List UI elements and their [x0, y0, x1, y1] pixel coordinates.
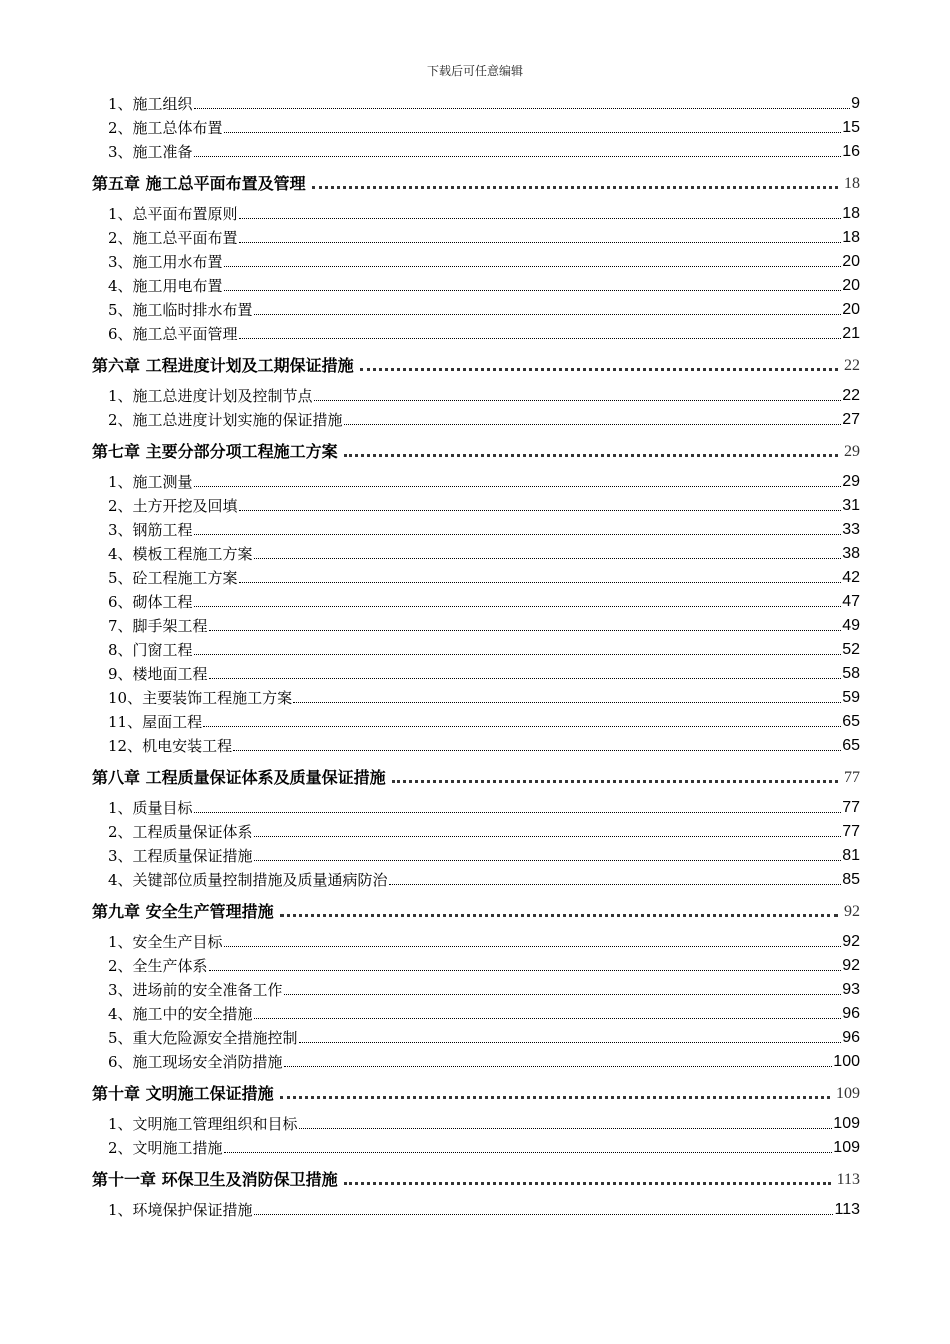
toc-entry-label: 1、质量目标 [108, 799, 193, 817]
dot-leader [203, 726, 841, 727]
toc-page-number: 20 [842, 253, 860, 270]
table-of-contents [92, 91, 860, 1221]
toc-chapter-entry[interactable] [92, 897, 860, 923]
toc-chapter-entry[interactable] [92, 351, 860, 377]
toc-entry-label: 2、施工总进度计划实施的保证措施 [108, 411, 343, 429]
toc-page-number: 93 [842, 981, 860, 998]
toc-section-entry[interactable] [92, 613, 860, 637]
toc-page-number: 31 [842, 497, 860, 514]
toc-page-number: 92 [844, 903, 860, 920]
toc-page-number: 59 [842, 689, 860, 706]
toc-entry-label: 6、砌体工程 [108, 593, 193, 611]
toc-page-number: 109 [833, 1139, 860, 1156]
toc-page-number: 49 [842, 617, 860, 634]
toc-entry-label: 6、施工总平面管理 [108, 325, 238, 343]
toc-entry-label: 6、施工现场安全消防措施 [108, 1053, 283, 1071]
toc-section-entry[interactable] [92, 661, 860, 685]
toc-entry-label: 5、重大危险源安全措施控制 [108, 1029, 298, 1047]
dot-leader [239, 338, 842, 339]
toc-entry-label: 2、工程质量保证体系 [108, 823, 253, 841]
toc-section-entry[interactable] [92, 225, 860, 249]
toc-section-entry[interactable] [92, 517, 860, 541]
toc-entry-label: 第五章 施工总平面布置及管理 [92, 174, 306, 193]
toc-entry-label: 1、施工组织 [108, 95, 193, 113]
toc-page-number: 33 [842, 521, 860, 538]
toc-section-entry[interactable] [92, 795, 860, 819]
toc-page-number: 18 [842, 229, 860, 246]
toc-chapter-entry[interactable] [92, 437, 860, 463]
dot-leader [254, 860, 842, 861]
toc-section-entry[interactable] [92, 91, 860, 115]
toc-entry-label: 3、施工准备 [108, 143, 193, 161]
toc-page-number: 20 [842, 277, 860, 294]
dot-leader [299, 1128, 833, 1129]
dot-leader [239, 242, 842, 243]
toc-page-number: 18 [844, 175, 860, 192]
dot-leader [239, 582, 842, 583]
dot-leader [284, 994, 842, 995]
toc-section-entry[interactable] [92, 383, 860, 407]
toc-entry-label: 1、施工总进度计划及控制节点 [108, 387, 313, 405]
toc-section-entry[interactable] [92, 867, 860, 891]
dot-leader [194, 486, 842, 487]
toc-page-number: 96 [842, 1029, 860, 1046]
toc-entry-label: 第七章 主要分部分项工程施工方案 [92, 442, 338, 461]
toc-chapter-entry[interactable] [92, 1079, 860, 1105]
toc-entry-label: 第十章 文明施工保证措施 [92, 1084, 274, 1103]
toc-entry-label: 4、施工中的安全措施 [108, 1005, 253, 1023]
toc-page-number: 65 [842, 713, 860, 730]
dot-leader [344, 424, 842, 425]
dot-leader [254, 314, 842, 315]
dot-leader [280, 1096, 830, 1099]
toc-entry-label: 10、主要装饰工程施工方案 [108, 689, 293, 707]
toc-entry-label: 5、砼工程施工方案 [108, 569, 238, 587]
toc-entry-label: 3、工程质量保证措施 [108, 847, 253, 865]
toc-entry-label: 第八章 工程质量保证体系及质量保证措施 [92, 768, 386, 787]
toc-page-number: 58 [842, 665, 860, 682]
toc-page-number: 20 [842, 301, 860, 318]
toc-page-number: 52 [842, 641, 860, 658]
toc-entry-label: 第六章 工程进度计划及工期保证措施 [92, 356, 354, 375]
toc-page-number: 100 [833, 1053, 860, 1070]
toc-section-entry[interactable] [92, 1197, 860, 1221]
toc-section-entry[interactable] [92, 843, 860, 867]
dot-leader [224, 1152, 833, 1153]
toc-entry-label: 第十一章 环保卫生及消防保卫措施 [92, 1170, 338, 1189]
toc-entry-label: 2、土方开挖及回填 [108, 497, 238, 515]
toc-page-number: 22 [842, 387, 860, 404]
toc-page-number: 18 [842, 205, 860, 222]
toc-entry-label: 12、机电安装工程 [108, 737, 233, 755]
toc-entry-label: 4、模板工程施工方案 [108, 545, 253, 563]
toc-section-entry[interactable] [92, 685, 860, 709]
dot-leader [254, 558, 842, 559]
toc-section-entry[interactable] [92, 953, 860, 977]
dot-leader [239, 218, 842, 219]
toc-page-number: 109 [836, 1085, 860, 1102]
toc-page-number: 85 [842, 871, 860, 888]
toc-section-entry[interactable] [92, 321, 860, 345]
toc-section-entry[interactable] [92, 929, 860, 953]
dot-leader [194, 654, 842, 655]
toc-entry-label: 1、文明施工管理组织和目标 [108, 1115, 298, 1133]
toc-section-entry[interactable] [92, 541, 860, 565]
dot-leader [314, 400, 842, 401]
toc-entry-label: 第九章 安全生产管理措施 [92, 902, 274, 921]
toc-section-entry[interactable] [92, 637, 860, 661]
toc-entry-label: 3、钢筋工程 [108, 521, 193, 539]
dot-leader [360, 368, 838, 371]
dot-leader [194, 812, 842, 813]
toc-section-entry[interactable] [92, 469, 860, 493]
toc-page-number: 22 [844, 357, 860, 374]
toc-section-entry[interactable] [92, 709, 860, 733]
dot-leader [254, 1018, 842, 1019]
toc-entry-label: 8、门窗工程 [108, 641, 193, 659]
toc-entry-label: 2、全生产体系 [108, 957, 208, 975]
toc-page-number: 109 [833, 1115, 860, 1132]
toc-page-number: 29 [844, 443, 860, 460]
dot-leader [194, 534, 842, 535]
toc-entry-label: 5、施工临时排水布置 [108, 301, 253, 319]
toc-entry-label: 11、屋面工程 [108, 713, 203, 731]
dot-leader [194, 108, 851, 109]
toc-entry-label: 3、施工用水布置 [108, 253, 223, 271]
toc-section-entry[interactable] [92, 1111, 860, 1135]
dot-leader [284, 1066, 833, 1067]
toc-section-entry[interactable] [92, 1049, 860, 1073]
dot-leader [254, 1214, 834, 1215]
toc-entry-label: 2、施工总平面布置 [108, 229, 238, 247]
toc-entry-label: 1、环境保护保证措施 [108, 1201, 253, 1219]
dot-leader [224, 290, 842, 291]
toc-page-number: 113 [836, 1171, 860, 1188]
toc-section-entry[interactable] [92, 977, 860, 1001]
toc-page-number: 92 [842, 957, 860, 974]
toc-page-number: 38 [842, 545, 860, 562]
toc-page-number: 77 [842, 799, 860, 816]
toc-section-entry[interactable] [92, 1001, 860, 1025]
dot-leader [299, 1042, 842, 1043]
toc-section-entry[interactable] [92, 493, 860, 517]
toc-page-number: 47 [842, 593, 860, 610]
dot-leader [224, 266, 842, 267]
dot-leader [209, 630, 842, 631]
toc-entry-label: 4、关键部位质量控制措施及质量通病防治 [108, 871, 388, 889]
dot-leader [224, 946, 842, 947]
dot-leader [224, 132, 842, 133]
dot-leader [344, 1182, 831, 1185]
dot-leader [392, 780, 838, 783]
toc-section-entry[interactable] [92, 1025, 860, 1049]
toc-entry-label: 3、进场前的安全准备工作 [108, 981, 283, 999]
toc-section-entry[interactable] [92, 297, 860, 321]
dot-leader [344, 454, 838, 457]
dot-leader [233, 750, 841, 751]
toc-section-entry[interactable] [92, 589, 860, 613]
page-header: 下载后可任意编辑 [426, 64, 523, 78]
toc-section-entry[interactable] [92, 273, 860, 297]
toc-page-number: 92 [842, 933, 860, 950]
toc-entry-label: 2、文明施工措施 [108, 1139, 223, 1157]
toc-page-number: 29 [842, 473, 860, 490]
toc-entry-label: 4、施工用电布置 [108, 277, 223, 295]
dot-leader [389, 884, 842, 885]
toc-section-entry[interactable] [92, 407, 860, 431]
dot-leader [312, 186, 838, 189]
toc-entry-label: 1、安全生产目标 [108, 933, 223, 951]
dot-leader [209, 970, 842, 971]
toc-section-entry[interactable] [92, 115, 860, 139]
toc-section-entry[interactable] [92, 565, 860, 589]
toc-chapter-entry[interactable] [92, 1165, 860, 1191]
dot-leader [254, 836, 842, 837]
toc-section-entry[interactable] [92, 1135, 860, 1159]
toc-section-entry[interactable] [92, 733, 860, 757]
toc-entry-label: 2、施工总体布置 [108, 119, 223, 137]
toc-page-number: 113 [834, 1201, 860, 1218]
toc-entry-label: 1、总平面布置原则 [108, 205, 238, 223]
toc-entry-label: 7、脚手架工程 [108, 617, 208, 635]
dot-leader [194, 156, 842, 157]
toc-page-number: 77 [844, 769, 860, 786]
toc-chapter-entry[interactable] [92, 169, 860, 195]
dot-leader [239, 510, 842, 511]
toc-page-number: 96 [842, 1005, 860, 1022]
dot-leader [280, 914, 838, 917]
toc-page-number: 77 [842, 823, 860, 840]
toc-section-entry[interactable] [92, 139, 860, 163]
toc-entry-label: 9、楼地面工程 [108, 665, 208, 683]
dot-leader [293, 702, 841, 703]
toc-page-number: 65 [842, 737, 860, 754]
dot-leader [209, 678, 842, 679]
toc-page-number: 27 [842, 411, 860, 428]
dot-leader [194, 606, 842, 607]
toc-page-number: 15 [842, 119, 860, 136]
toc-page-number: 16 [842, 143, 860, 160]
toc-page-number: 21 [842, 325, 860, 342]
toc-page-number: 42 [842, 569, 860, 586]
toc-section-entry[interactable] [92, 249, 860, 273]
toc-chapter-entry[interactable] [92, 763, 860, 789]
toc-page-number: 81 [842, 847, 860, 864]
toc-section-entry[interactable] [92, 819, 860, 843]
toc-entry-label: 1、施工测量 [108, 473, 193, 491]
toc-section-entry[interactable] [92, 201, 860, 225]
toc-page-number: 9 [851, 95, 860, 112]
